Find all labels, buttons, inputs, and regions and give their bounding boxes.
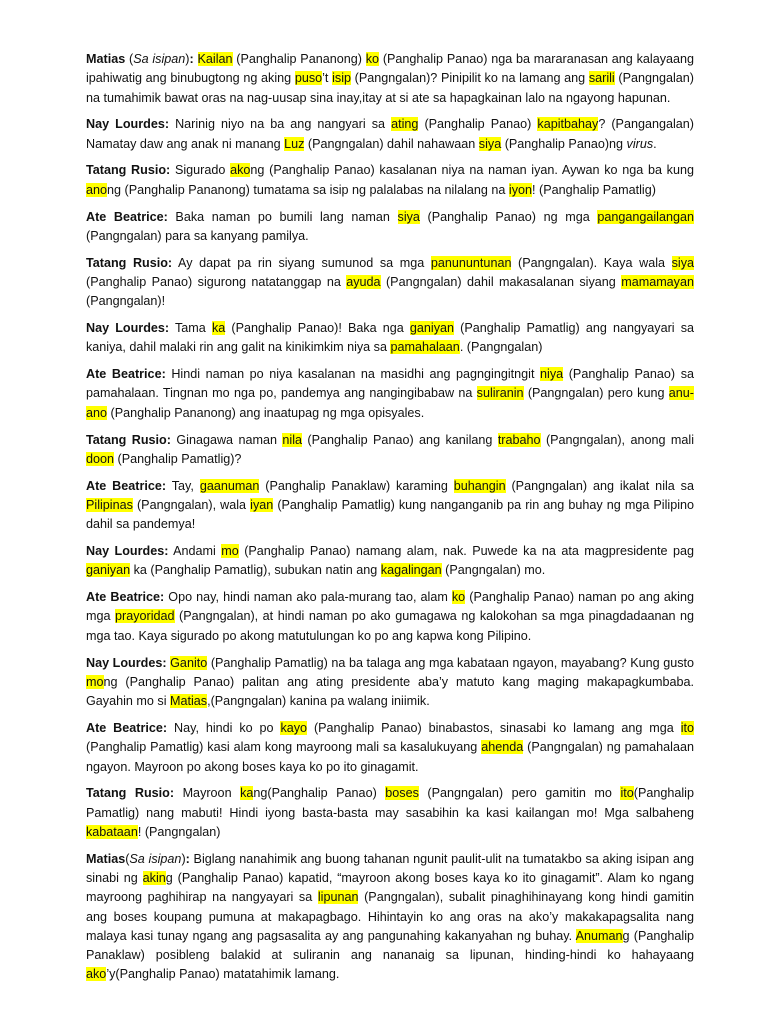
text-run: g (Panghalip Panao) kapatid, “mayroon akong boses kaya ko ito ginagamit”. Alam ko ngang mayroong paghihirap na nangyayari sa [86,870,694,905]
highlighted-word: ayuda [346,274,381,289]
text-run: (Panghalip Pamatlig) na ba talaga ang mga kabataan ngayon, mayabang? Kung gusto [207,655,695,670]
text-run: (Pangngalan) dahil nahawaan [304,136,479,151]
text-run: (Panghalip Panao) namang alam, nak. Puwede ka na ata magpresidente pag [238,544,694,559]
speaker-label: Nay Lourdes: [86,321,170,336]
highlighted-word: ganiyan [86,563,131,578]
text-run: ( [125,851,130,866]
dialogue-paragraph [86,115,694,154]
speaker-label: Ate Beatrice: [86,590,165,605]
highlighted-word: nila [282,432,302,447]
dialogue-paragraph [86,365,694,423]
text-run: (Pangngalan) ng pamahalaan ngayon. Mayroon po akong boses kaya ko po ito ginagamit. [86,740,694,774]
text-run: (Panghalip Pananong) ang inaatupag ng mga opisyales. [107,405,425,420]
text-run: (Pangngalan), at hindi naman po ako gumagawa ng kalokohan sa mga pinagdadaanan ng mga tao. Kaya sigurado po akong matutulungan ko po ang kapwa kong Pilipino. [86,609,694,643]
text-run: Opo nay, hindi naman ako pala-murang tao, alam [164,590,452,605]
text-run: (Pangngalan), anong mali [540,432,694,447]
text-run: (Pangngalan). Kaya wala [511,255,672,270]
text-run: (Pangngalan), wala [132,497,251,512]
text-run: Nay, hindi ko po [167,720,281,735]
highlighted-word: buhangin [453,478,506,493]
text-run: g (Panghalip Panaklaw) posibleng balakid at suliranin ang nananaig sa lipunan, hinding-hindi ko hahayaang [86,928,694,963]
text-run: (Panghalip Panao) ng mga [419,209,598,224]
highlighted-word: isip [332,71,351,86]
speaker-label: Ate Beatrice: [86,367,166,382]
dialogue-paragraph [86,784,694,842]
text-run: (Panghalip Panao) sigurong natatanggap na [86,274,347,289]
highlighted-word: siya [478,136,502,151]
highlighted-word: Matias [170,694,208,709]
highlighted-word: ito [680,720,694,735]
highlighted-word: boses [385,786,419,801]
text-run: Baka naman po bumili lang naman [167,209,398,224]
speaker-label: Tatang Rusio: [86,255,173,270]
text-run: Biglang nanahimik ang buong tahanan ngunit paulit-ulit na tumatakbo sa aking isipan ang sinabi ng [86,851,694,885]
speaker-label: : [189,52,194,66]
text-run: . [653,136,657,151]
highlighted-word: pangangailangan [597,209,694,224]
speaker-label: Tatang Rusio: [86,432,171,447]
highlighted-word: Ganito [170,655,208,670]
dialogue-paragraph [86,542,694,581]
highlighted-word: mo [86,674,104,689]
text-run: (Panghalip Panao)! Baka nga [225,321,410,336]
text-run: (Pangngalan), subalit pinaghihinayang kong hindi gamitin ang boses koupang pumuna at makapagbago. Hihintayin ko ang oras na ako’y makakapagsalita nang malaya kasi tunay ngang ang pagsasalita ay ang pangunahing kakanyahan ng buhay. [86,890,694,943]
text-run: ( [125,52,134,66]
speaker-label: Nay Lourdes: [86,544,169,559]
text-run: (Pangngalan)! [86,294,166,309]
text-run: ka (Panghalip Pamatlig), subukan natin ang [130,563,381,578]
dialogue-paragraph [86,161,694,200]
highlighted-word: niya [540,367,564,382]
highlighted-word: panununtunan [430,255,512,270]
highlighted-word: Kailan [197,52,233,66]
text-run: ng(Panghalip Panao) [253,786,386,801]
text-run: (Panghalip Pamatlig) nang mabuti! Hindi iyong basta-basta may sasabihin ka kasi kailangan mo! Mga salbaheng [86,786,694,820]
highlighted-word: ganiyan [409,321,455,336]
text-run: ? (Pangangalan) Namatay daw ang anak ni manang [86,117,694,151]
text-run: (Pangngalan)? Pinipilit ko na lamang ang [351,71,589,86]
highlighted-word: ako [86,967,107,982]
speaker-label: Tatang Rusio: [86,786,175,801]
highlighted-word: gaanuman [199,478,260,493]
dialogue-paragraph [86,319,694,358]
text-run: (Panghalip Panao) binabastos, sinasabi ko lamang ang mga [307,720,681,735]
highlighted-word: anu-ano [86,386,694,420]
text-run: ,(Pangngalan) kanina pa walang iniimik. [207,694,430,709]
highlighted-word: ahenda [481,740,524,755]
text-run: . (Pangngalan) [459,340,543,355]
highlighted-word: akin [142,870,166,885]
text-run: (Pangngalan) na tumahimik bawat oras na nag-uusap sina inay,itay at si ate sa hapagkainan lalo na ngayong hapunan. [86,71,695,105]
highlighted-word: kabataan [86,824,138,839]
highlighted-word: Anuman [575,928,623,943]
text-run: (Panghalip Panao) sa pamahalaan. Tingnan mo nga po, pandemya ang nangingibabaw na [86,367,694,401]
speaker-label: Nay Lourdes: [86,117,170,132]
text-run: Hindi naman po niya kasalanan na masidhi ang pagngingitngit [165,367,541,382]
text-run: ! (Pangngalan) [137,824,221,839]
dialogue-paragraph [86,719,694,777]
highlighted-word: ako [230,163,251,178]
speaker-label: Tatang Rusio: [86,163,171,178]
highlighted-word: suliranin [476,386,524,401]
text-run [194,52,198,66]
text-run: (Pangngalan) dahil makasalanan siyang [380,274,622,289]
highlighted-word: siya [397,209,420,224]
text-run: (Panghalip Panao) naman po ang aking mga [86,590,694,624]
text-run: Tay, [166,478,200,493]
highlighted-word: ating [391,117,419,132]
italic-text: virus [626,136,654,151]
text-run: (Pangngalan) pero kung [523,386,669,401]
dialogue-paragraph [86,477,694,535]
highlighted-word: ko [451,590,466,605]
text-run: Andami [168,544,222,559]
text-run: (Panghalip Panao) ang kanilang [302,432,498,447]
text-run: Narinig niyo na ba ang nangyari sa [169,117,392,132]
text-run: ng (Panghalip Panao) palitan ang ating presidente aba’y matuto kang maging makapagkumbaba. Gayahin mo si [86,674,694,709]
highlighted-word: puso [294,71,323,86]
text-run: (Panghalip Panao) nga ba mararanasan ang kalayaang ipahiwatig ang binubugtong ng aking [86,52,695,86]
highlighted-word: kapitbahay [537,117,599,132]
text-run: (Panghalip Pamatlig)? [114,451,242,466]
text-run: Sigurado [170,163,231,178]
text-run: ng (Panghalip Pananong) tumatama sa isip ng palalabas na nilalang na [107,182,509,197]
text-run: (Pangngalan) mo. [441,563,546,578]
dialogue-paragraph [86,50,694,108]
speaker-label: Ate Beatrice: [86,720,168,735]
text-run: (Panghalip Pananong) [232,52,366,66]
dialogue-paragraph [86,654,694,712]
text-run: Ay dapat pa rin siyang sumunod sa mga [172,255,431,270]
dialogue-paragraph [86,208,694,247]
highlighted-word: ano [86,182,108,197]
dialogue-paragraph [86,431,694,470]
text-run: (Panghalip Panao)ng [501,136,627,151]
highlighted-word: kayo [280,720,308,735]
highlighted-word: pamahalaan [390,340,460,355]
highlighted-word: sarili [588,71,615,86]
text-run: (Panghalip Pamatlig) kasi alam kong mayroong mali sa kasalukuyang [86,740,482,755]
highlighted-word: prayoridad [115,609,175,624]
italic-text: Sa isipan [129,851,182,866]
highlighted-word: ka [211,321,226,336]
highlighted-word: siya [671,255,695,270]
text-run: ) [181,851,186,866]
highlighted-word: kagalingan [380,563,442,578]
text-run: (Pangngalan) para sa kanyang pamilya. [86,228,309,243]
text-run: ng (Panghalip Panao) kasalanan niya na naman iyan. Aywan ko nga ba kung [250,163,694,178]
italic-text: Sa isipan [133,52,186,66]
highlighted-word: ito [620,786,634,801]
highlighted-word: mamamayan [621,274,694,289]
text-run: (Pangngalan) pero gamitin mo [418,786,621,801]
text-run: (Panghalip Pamatlig) ang nangyayari sa kaniya, dahil malaki rin ang galit na kinikimkim niya sa [86,321,694,355]
highlighted-word: Luz [284,136,305,151]
highlighted-word: Pilipinas [86,497,133,512]
highlighted-word: ko [365,52,380,66]
text-run: ) [185,52,190,66]
speaker-label: Ate Beatrice: [86,478,167,493]
highlighted-word: lipunan [317,890,359,905]
speaker-label: : [185,851,190,866]
text-run: Tama [169,321,212,336]
dialogue-paragraph [86,850,694,985]
text-run: (Pangngalan) ang ikalat nila sa [505,478,694,493]
speaker-label: Ate Beatrice: [86,209,168,224]
speaker-label: Matias [86,851,126,866]
highlighted-word: mo [221,544,239,559]
text-run: (Panghalip Pamatlig) kung nanganganib pa rin ang buhay ng mga Pilipino dahil sa pandemya! [86,497,695,532]
highlighted-word: iyan [250,497,274,512]
dialogue-paragraph [86,254,694,312]
text-run: (Panghalip Panaklaw) karaming [259,478,454,493]
speaker-label: Nay Lourdes: [86,655,167,670]
text-run: ’y(Panghalip Panao) matatahimik lamang. [106,967,340,982]
text-run: ’t [322,71,333,86]
highlighted-word: doon [86,451,115,466]
text-run: Mayroon [174,786,241,801]
dialogue-paragraph [86,588,694,646]
text-run: (Panghalip Panao) [418,117,538,132]
text-run: ! (Panghalip Pamatlig) [532,182,656,197]
speaker-label: Matias [86,52,126,66]
highlighted-word: ka [240,786,254,801]
highlighted-word: iyon [508,182,533,197]
highlighted-word: trabaho [497,432,541,447]
text-run: Ginagawa naman [170,432,283,447]
